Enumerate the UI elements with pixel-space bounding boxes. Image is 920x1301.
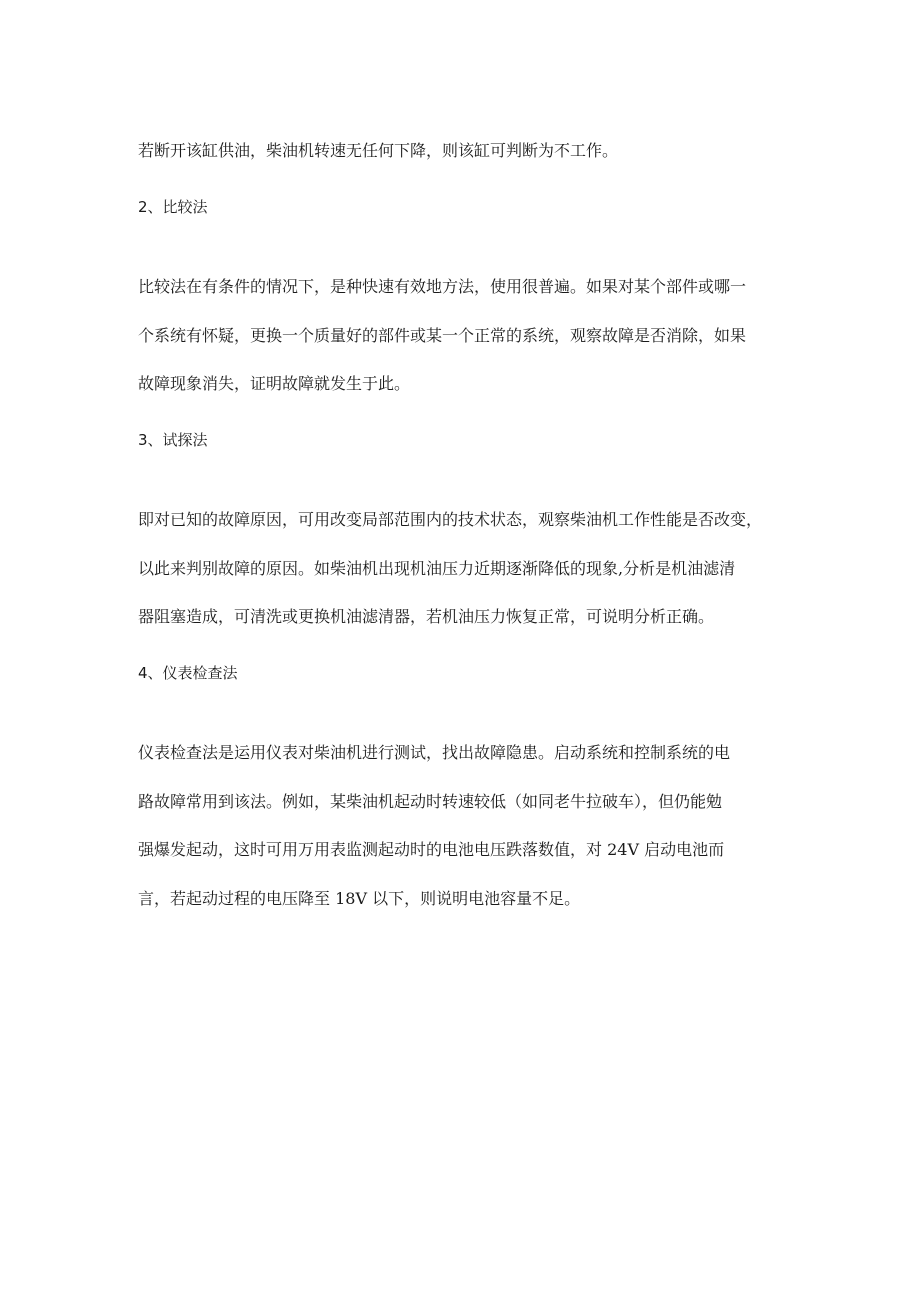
paragraph-line: 若断开该缸供油，柴油机转速无任何下降，则该缸可判断为不工作。 (138, 141, 619, 160)
paragraph-line: 故障现象消失，证明故障就发生于此。 (138, 374, 411, 393)
paragraph-line: 仪表检查法是运用仪表对柴油机进行测试，找出故障隐患。启动系统和控制系统的电 (138, 743, 731, 762)
section-heading-trial-method: 3、试探法 (138, 431, 208, 449)
paragraph-line: 比较法在有条件的情况下，是种快速有效地方法，使用很普遍。如果对某个部件或哪一 (138, 277, 747, 296)
paragraph-line: 强爆发起动，这时可用万用表监测起动时的电池电压跌落数值，对 24V 启动电池而 (138, 840, 725, 859)
section-heading-instrument-method: 4、仪表检查法 (138, 664, 238, 682)
paragraph-line: 路故障常用到该法。例如，某柴油机起动时转速较低（如同老牛拉破车），但仍能勉 (138, 792, 723, 811)
paragraph-line: 器阻塞造成，可清洗或更换机油滤清器，若机油压力恢复正常，可说明分析正确。 (138, 607, 715, 626)
paragraph-line: 言，若起动过程的电压降至 18V 以下，则说明电池容量不足。 (138, 889, 581, 908)
paragraph-line: 即对已知的故障原因，可用改变局部范围内的技术状态，观察柴油机工作性能是否改变， (138, 510, 763, 529)
section-heading-comparison-method: 2、比较法 (138, 198, 208, 216)
paragraph-line: 个系统有怀疑，更换一个质量好的部件或某一个正常的系统，观察故障是否消除，如果 (138, 326, 747, 345)
paragraph-line: 以此来判别故障的原因。如柴油机出现机油压力近期逐渐降低的现象,分析是机油滤清 (138, 559, 736, 578)
